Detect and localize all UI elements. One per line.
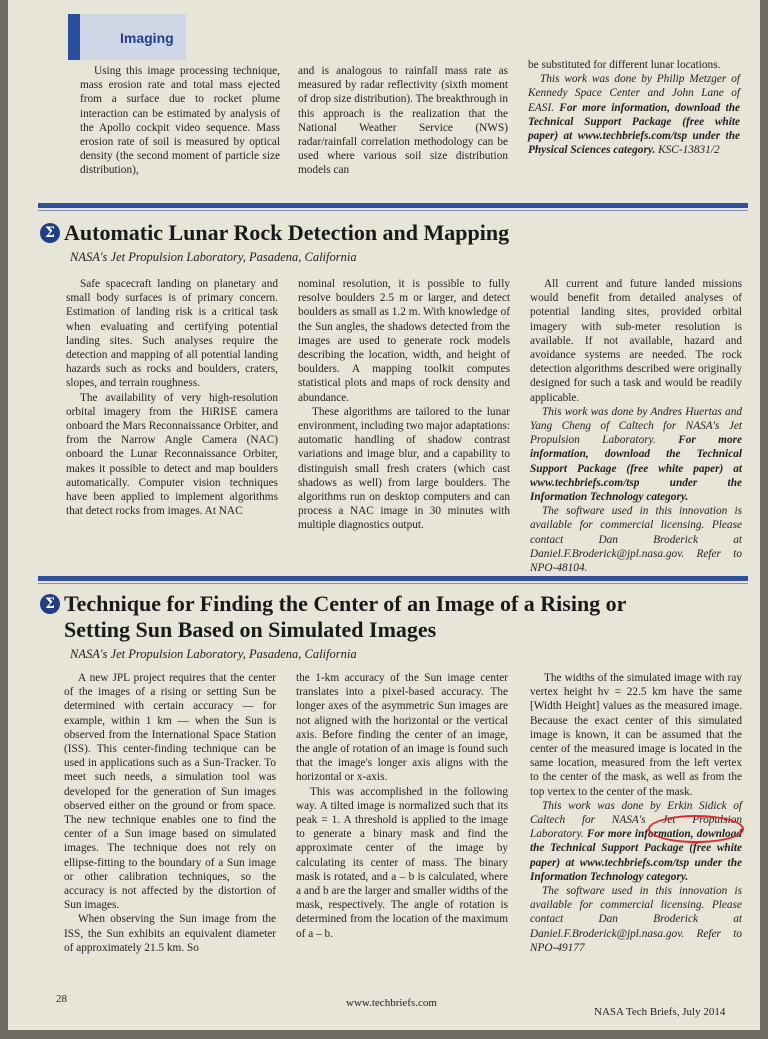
footer-issue: NASA Tech Briefs, July 2014	[594, 1006, 726, 1018]
sigma-icon: Σ	[40, 223, 60, 243]
article1-col-1	[66, 277, 278, 518]
credit-authors: This work was done by Philip Metzger of Kennedy Space Center and John Lane of EASI.	[528, 73, 740, 114]
top-col-1	[80, 64, 280, 178]
article-divider-thin	[38, 583, 748, 584]
article1-col-3	[530, 277, 742, 575]
magazine-page	[8, 0, 760, 1030]
credit-tsp: For more information, download the Technical Support Package (free white paper) at www.techbriefs.com/tsp under the Information Technology category.	[530, 434, 743, 504]
footer-url: www.techbriefs.com	[346, 997, 437, 1009]
section-tab-label: Imaging	[120, 30, 174, 46]
credit	[528, 72, 740, 157]
credit-authors: This work was done by Andres Huertas and Yang Cheng of Caltech for NASA's Jet Propulsion Laboratory.	[530, 405, 742, 447]
article-divider	[38, 203, 748, 208]
red-highlight-circle	[648, 815, 744, 843]
article-affiliation: NASA's Jet Propulsion Laboratory, Pasadena, California	[70, 250, 357, 264]
paragraph: This was accomplished in the following way. A tilted image is normalized such that its peak = 1. A threshold is applied to the image to generate a binary mask and find the approximate center of the image by calculating its center of mass. The binary mask is rotated, and a – b is calculated, where a and b are the larger and smaller widths of the mask, respectively. The angle of rotation is determined from the location of the maximum of a – b.	[296, 785, 508, 940]
paragraph: nominal resolution, it is possible to fully resolve boulders 2.5 m or larger, and detect boulders as small as 1.2 m. With knowledge of the Sun angles, the shadows detected from the images are used to generate rock models describing the location, width, and height of boulders. A mapping toolkit computes statistical plots and maps of rock density and abundance.	[298, 278, 510, 404]
article-divider	[38, 576, 748, 581]
paragraph: The availability of very high-resolution orbital imagery from the HiRISE camera onboard the Mars Reconnaissance Orbiter, and from the Narrow Angle Camera (NAC) onboard the Lunar Reconnaissance Orbiter, makes it possible to detect and map boulders automatically. Computer vision techniques have been applied to implement algorithms that detect rocks from images. At NAC	[66, 391, 278, 518]
article-title-line-1: Technique for Finding the Center of an Image of a Rising or	[64, 591, 627, 616]
top-col-2	[298, 64, 508, 178]
paragraph: be substituted for different lunar locations.	[528, 59, 721, 71]
paragraph: and is analogous to rainfall mass rate as measured by radar reflectivity (sixth moment of drop size distribution). The breakthrough in this approach is the realization that the National Weather Service (NWS) radar/rainfall correlation methodology can be used where various soil size distribution models can	[298, 65, 508, 177]
paragraph: When observing the Sun image from the ISS, the Sun exhibits an equivalent diameter of approximately 21.5 km. So	[64, 913, 276, 954]
paragraph: The widths of the simulated image with ray vertex height hv = 22.5 km have the same [Width Height] values as the measured image. Because the exact center of this simulated image is known, it can be assumed that the center of the measured image is located in the same location, measured from the left vertex to the center of the mask, as well as from the top vertex to the center of the mask.	[530, 672, 742, 798]
paragraph: All current and future landed missions would benefit from detailed analyses of potential landing sites, provided orbital imagery with sub-meter resolution is available. If not available, hazard and avoidance systems are needed. The rock detection algorithms described were originally designed for such a task and would be readily applicable.	[530, 278, 742, 404]
article-divider-thin	[38, 210, 748, 211]
section-tab	[68, 14, 186, 60]
article1-col-2	[298, 277, 510, 533]
paragraph: the 1-km accuracy of the Sun image center translates into a pixel-based accuracy. The longer axes of the asymmetric Sun images are not aligned with the horizontal or the vertical axis. Before finding the center of an image, the angle of rotation of an image is found such that the image's longer axis aligns with the horizontal or x-axis.	[296, 672, 508, 784]
paragraph: Using this image processing technique, mass erosion rate and total mass ejected from a surface due to rocket plume interaction can be estimated by analysis of the Apollo cockpit video sequence. Mass erosion rate of soil is measured by optical density (the second moment of particle size distribution),	[80, 65, 280, 177]
licensing-note: The software used in this innovation is available for commercial licensing. Please contact Dan Broderick at Daniel.F.Broderick@jpl.nasa.gov. Refer to NPO-49177	[530, 885, 742, 954]
paragraph: A new JPL project requires that the center of the images of a rising or setting Sun be determined with certain accuracy — for example, within 1 km — when the Sun is observed from the International Space Station (ISS). This center-finding technique can be used in applications such as a Sun-Tracker. To meet such needs, a simulation tool was developed for the generation of Sun images observed either on the ground or from space. The new technique enables one to find the center of a Sun image based on simulated images. The technique does not rely on ellipse-fitting to the boundary of a Sun image or other calibration techniques, so the accuracy is not affected by the distortion of Sun images.	[64, 672, 276, 912]
licensing-note: The software used in this innovation is available for commercial licensing. Please contact Dan Broderick at Daniel.F.Broderick@jpl.nasa.gov. Refer to NPO-48104.	[530, 505, 742, 575]
paragraph: These algorithms are tailored to the lunar environment, including two major adaptations: automatic handling of shadow contrast variations and image blur, and a capability to distinguish small fresh craters (which cast shadows as well) from large boulders. The algorithms run on desktop computers and can process a NAC image in 30 minutes with multiple diagnostics output.	[298, 405, 510, 532]
paragraph: Safe spacecraft landing on planetary and small body surfaces is of primary concern. Estimation of landing risk is a critical task when evaluating and certifying potential landing sites. Such analyses require the detection and mapping of all potential landing hazards such as rocks and boulders, craters, slopes, and terrain roughness.	[66, 278, 278, 390]
reference-number: KSC-13831/2	[658, 144, 720, 157]
top-col-3	[528, 58, 740, 157]
sigma-icon: Σ	[40, 594, 60, 614]
page-number: 28	[56, 993, 67, 1005]
article2-col-1	[64, 671, 276, 955]
article2-col-2	[296, 671, 508, 941]
credit	[530, 405, 742, 504]
article-title: Automatic Lunar Rock Detection and Mapping	[64, 220, 510, 245]
article2-col-3	[530, 671, 742, 955]
credit-authors: This work was done by Erkin Sidick of Caltech for NASA's Jet Propulsion Laboratory.	[530, 799, 742, 841]
credit-tsp: For more information, download the Technical Support Package (free white paper) at www.techbriefs.com/tsp under the Information Technology category.	[530, 828, 742, 883]
credit-tsp: For more information, download the Technical Support Package (free white paper) at www.techbriefs.com/tsp under the Physical Sciences category.	[528, 101, 740, 157]
article-affiliation: NASA's Jet Propulsion Laboratory, Pasadena, California	[70, 647, 357, 661]
article-title-line-2: Setting Sun Based on Simulated Images	[64, 617, 437, 642]
